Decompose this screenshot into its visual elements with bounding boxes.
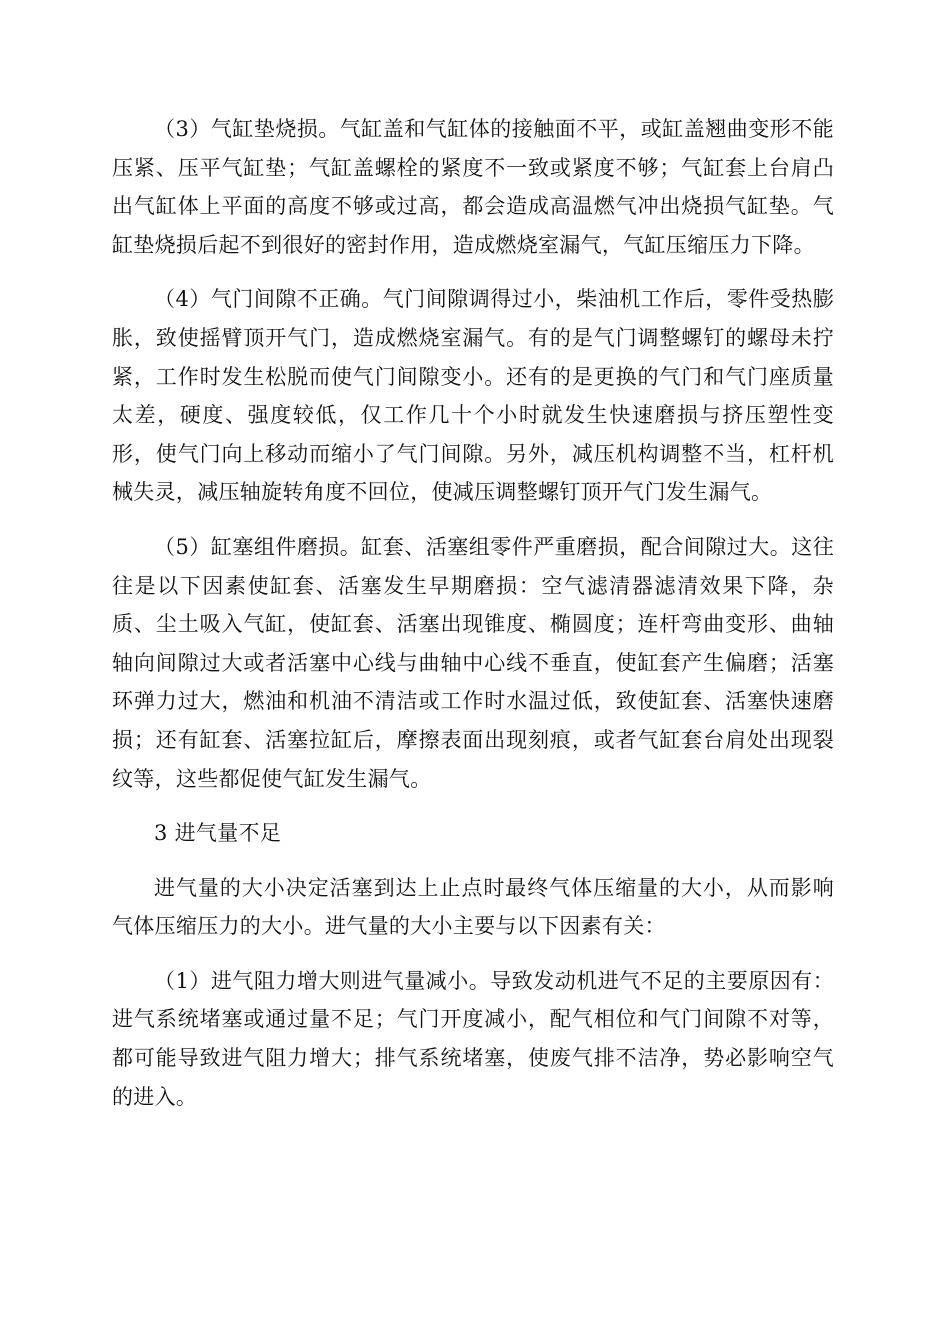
- paragraph-intake-volume: 进气量的大小决定活塞到达上止点时最终气体压缩量的大小，从而影响气体压缩压力的大小。进气量的大小主要与以下因素有关：: [112, 875, 834, 939]
- document-body: [112, 110, 834, 1132]
- paragraph-valve-clearance: （4）气门间隙不正确。气门间隙调得过小，柴油机工作后，零件受热膨胀，致使摇臂顶开气门，造成燃烧室漏气。有的是气门调整螺钉的螺母未拧紧，工作时发生松脱而使气门间隙变小。还有的是更换的气门和气门座质量太差，硬度、强度较低，仅工作几十个小时就发生快速磨损与挤压塑性变形，使气门向上移动而缩小了气门间隙。另外，减压机构调整不当，杠杆机械失灵，减压轴旋转角度不回位，使减压调整螺钉顶开气门发生漏气。: [112, 287, 834, 505]
- paragraph-piston-wear: （5）缸塞组件磨损。缸套、活塞组零件严重磨损，配合间隙过大。这往往是以下因素使缸套、活塞发生早期磨损：空气滤清器滤清效果下降，杂质、尘土吸入气缸，使缸套、活塞出现锥度、椭圆度；连杆弯曲变形、曲轴轴向间隙过大或者活塞中心线与曲轴中心线不垂直，使缸套产生偏磨；活塞环弹力过大，燃油和机油不清洁或工作时水温过低，致使缸套、活塞快速磨损；还有缸套、活塞拉缸后，摩擦表面出现刻痕，或者气缸套台肩处出现裂纹等，这些都促使气缸发生漏气。: [112, 534, 834, 791]
- section-heading: 3 进气量不足: [154, 821, 282, 846]
- paragraph-cylinder-gasket: （3）气缸垫烧损。气缸盖和气缸体的接触面不平，或缸盖翘曲变形不能压紧、压平气缸垫；气缸盖螺栓的紧度不一致或紧度不够；气缸套上台肩凸出气缸体上平面的高度不够或过高，都会造成高温燃气冲出烧损气缸垫。气缸垫烧损后起不到很好的密封作用，造成燃烧室漏气，气缸压缩压力下降。: [112, 117, 834, 257]
- paragraph-intake-resistance: （1）进气阻力增大则进气量减小。导致发动机进气不足的主要原因有：进气系统堵塞或通过量不足；气门开度减小，配气相位和气门间隙不对等，都可能导致进气阻力增大；排气系统堵塞，使废气排不洁净，势必影响空气的进入。: [112, 968, 834, 1109]
